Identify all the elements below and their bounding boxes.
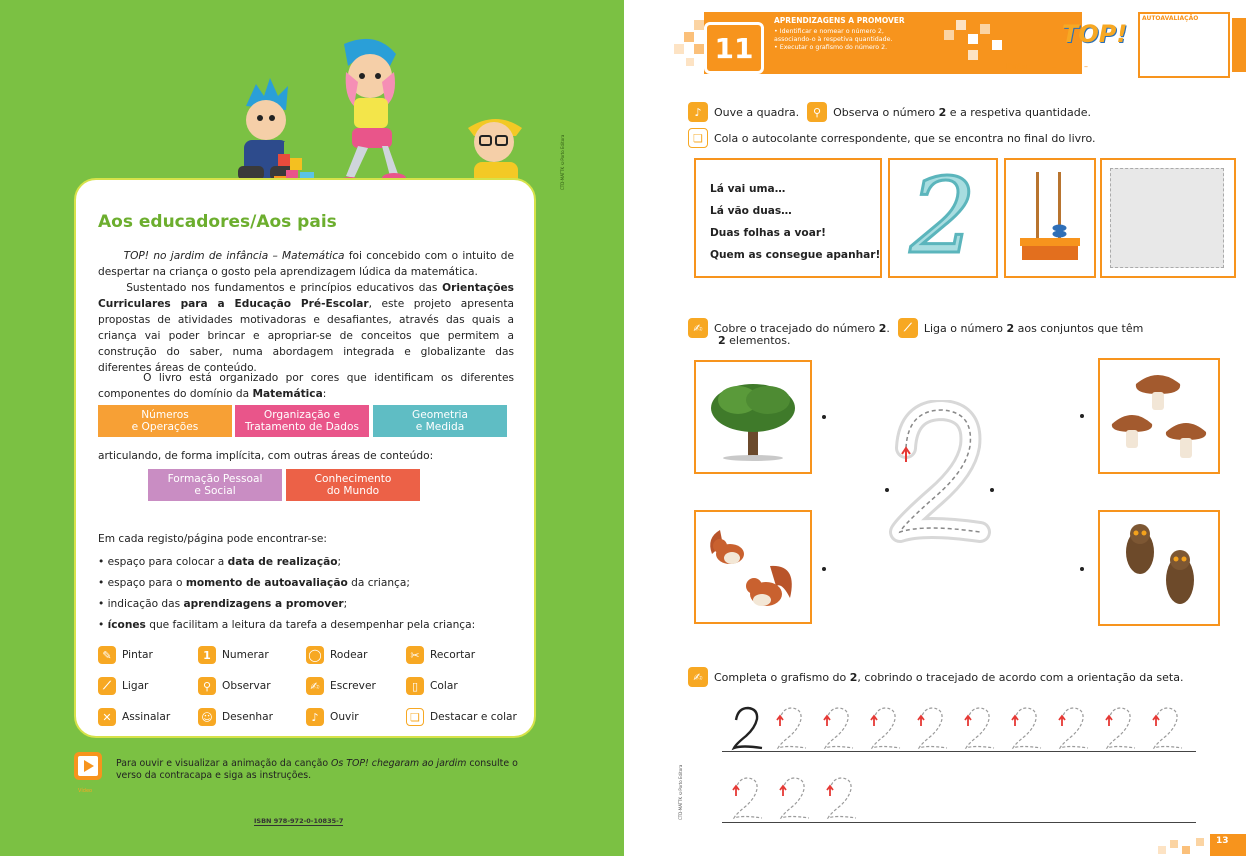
instr2: Cola o autocolante correspondente, que se encontra no final do livro. <box>714 131 1096 145</box>
icon-legend-label: Ligar <box>122 680 149 692</box>
side-note: CTD-MATTK ©Porto Editora <box>678 764 683 820</box>
p3-start: O livro está organizado por cores que identificam os diferentes componentes do domínio da <box>98 372 514 400</box>
bullet-post: ; <box>343 598 348 610</box>
dashed-practice-two[interactable] <box>962 706 996 752</box>
write-icon: ✍ <box>688 318 708 338</box>
dashed-practice-two[interactable] <box>1150 706 1184 752</box>
poem-line: Quem as consegue apanhar! <box>710 249 881 261</box>
self-assessment-label: AUTOAVALIAÇÃO <box>1142 15 1199 22</box>
abacus-illustration <box>1014 168 1086 268</box>
icon-legend-item <box>98 708 170 726</box>
instr3 <box>714 322 890 335</box>
sticker-icon: ❏ <box>688 128 708 148</box>
bullet-pre: • <box>98 619 108 631</box>
page-number: 13 <box>1216 836 1229 846</box>
icon-legend-label: Recortar <box>430 649 476 661</box>
feature-bullet <box>98 556 341 568</box>
intro-paragraph-1 <box>98 248 514 280</box>
magnifier-icon: ⚲ <box>198 677 216 695</box>
connect-dot[interactable] <box>1080 414 1084 418</box>
dashed-practice-two[interactable] <box>1103 706 1137 752</box>
footer-pixel-decoration <box>1158 836 1210 856</box>
video-text-post: consulte o verso da contracapa e siga as instruções. <box>116 758 518 781</box>
card-title: Aos educadores/Aos pais <box>98 212 337 232</box>
writing-baseline <box>722 822 1196 823</box>
icon-legend-item <box>306 677 376 695</box>
right-page <box>624 0 1246 856</box>
video-song-title: Os TOP! chegaram ao jardim <box>331 758 467 769</box>
instr3-post: . <box>886 321 890 335</box>
instr1-b-pre: Observa o número <box>833 105 939 119</box>
listen-icon: ♪ <box>688 102 708 122</box>
icon-legend-item <box>198 708 273 726</box>
icon-legend-item <box>406 677 458 695</box>
poem-line: Lá vai uma… <box>710 183 786 195</box>
listen-icon: ♪ <box>306 708 324 726</box>
instr5-bold: 2 <box>849 670 858 684</box>
feature-bullet <box>98 619 475 631</box>
mark-icon: ✕ <box>98 708 116 726</box>
dashed-practice-two[interactable] <box>777 776 811 822</box>
feature-bullet <box>98 598 347 610</box>
sticker-icon: ❏ <box>406 708 424 726</box>
dashed-numeral-two[interactable] <box>884 400 994 550</box>
connect-icon: ⟋ <box>98 677 116 695</box>
instruction-trace-line2 <box>718 334 790 347</box>
bullet-bold: ícones <box>107 619 146 631</box>
date-separator: – <box>1084 62 1088 71</box>
icon-legend-label: Observar <box>222 680 271 692</box>
magnifier-icon: ⚲ <box>807 102 827 122</box>
educators-card <box>74 178 536 738</box>
dashed-practice-two[interactable] <box>1056 706 1090 752</box>
icon-legend-item <box>198 677 271 695</box>
bullet-pre: • espaço para o <box>98 577 186 589</box>
icon-legend-label: Numerar <box>222 649 269 661</box>
big-numeral-two: 2 <box>910 155 977 277</box>
register-intro: Em cada registo/página pode encontrar-se: <box>98 533 327 545</box>
dashed-practice-two[interactable] <box>821 706 855 752</box>
tree-image <box>704 370 802 464</box>
p2-bold: Orientações Curriculares para a Educação Pré-Escolar <box>98 282 514 310</box>
model-numeral-two <box>730 706 764 752</box>
write-icon: ✍ <box>306 677 324 695</box>
dashed-practice-two[interactable] <box>774 706 808 752</box>
icon-legend-item <box>406 646 475 664</box>
instruction-listen <box>688 102 1091 122</box>
learning-goal: • Executar o grafismo do número 2. <box>774 44 888 51</box>
bullet-bold: aprendizagens a promover <box>183 598 344 610</box>
connect-dot[interactable] <box>990 488 994 492</box>
bullet-pre: • indicação das <box>98 598 184 610</box>
write-icon: ✍ <box>688 667 708 687</box>
draw-icon: ☺ <box>198 708 216 726</box>
component-block: Números e Operações <box>98 405 232 437</box>
intro-paragraph-2 <box>98 280 514 376</box>
sticker-placeholder[interactable] <box>1110 168 1224 268</box>
dashed-practice-two[interactable] <box>1009 706 1043 752</box>
icon-legend-item <box>198 646 269 664</box>
book-title: TOP! no jardim de infância – Matemática <box>123 250 345 262</box>
area-block: Conhecimento do Mundo <box>286 469 420 501</box>
connect-dot[interactable] <box>822 415 826 419</box>
instruction-complete <box>688 667 1183 687</box>
instr3-pre: Cobre o tracejado do número <box>714 321 879 335</box>
bullet-post: que facilitam a leitura da tarefa a desempenhar pela criança: <box>145 619 476 631</box>
isbn: ISBN 978-972-0-10835-7 <box>254 817 344 825</box>
dashed-practice-two[interactable] <box>868 706 902 752</box>
top-logo: TOP! <box>1062 20 1128 48</box>
instr1-b <box>833 106 1091 119</box>
poem-line: Duas folhas a voar! <box>710 227 826 239</box>
bullet-post: da criança; <box>347 577 410 589</box>
icon-legend-item <box>98 677 148 695</box>
connect-dot[interactable] <box>1080 567 1084 571</box>
icon-legend-label: Destacar e colar <box>430 711 517 723</box>
squirrels-image <box>704 520 802 614</box>
instr4-pre: Liga o número <box>923 321 1007 335</box>
header-right-strip <box>1232 18 1246 72</box>
glue-icon: ▯ <box>406 677 424 695</box>
lesson-number: 11 <box>704 22 764 74</box>
icon-legend-label: Assinalar <box>122 711 171 723</box>
pink-hair-girl-figure <box>338 39 406 187</box>
component-block: Organização e Tratamento de Dados <box>235 405 369 437</box>
poem-line: Lá vão duas… <box>710 205 792 217</box>
area-block: Formação Pessoal e Social <box>148 469 282 501</box>
date-label: Data: <box>1006 62 1031 71</box>
bullet-bold: momento de autoavaliação <box>185 577 348 589</box>
instr4-line2-bold: 2 <box>718 334 726 347</box>
icon-legend-label: Escrever <box>330 680 376 692</box>
p3-end: : <box>322 388 327 400</box>
articulating-text: articulando, de forma implícita, com outras áreas de conteúdo: <box>98 450 434 462</box>
poem <box>710 178 880 266</box>
connect-dot[interactable] <box>822 567 826 571</box>
icon-legend-label: Colar <box>430 680 458 692</box>
instr3-bold: 2 <box>878 321 887 335</box>
icon-legend-label: Rodear <box>330 649 368 661</box>
video-text-pre: Para ouvir e visualizar a animação da canção <box>116 758 332 769</box>
instruction-glue <box>688 128 1096 148</box>
p3-bold: Matemática <box>252 388 323 400</box>
intro-paragraph-3 <box>98 370 514 402</box>
icon-legend-item <box>306 646 367 664</box>
connect-dot[interactable] <box>885 488 889 492</box>
instr4-bold: 2 <box>1006 321 1015 335</box>
dashed-practice-two[interactable] <box>730 776 764 822</box>
icon-legend-label: Desenhar <box>222 711 273 723</box>
instr5 <box>714 671 1183 684</box>
bullet-pre: • espaço para colocar a <box>98 556 228 568</box>
icon-legend-item <box>98 646 153 664</box>
instr1-b-bold: 2 <box>938 105 947 119</box>
p2-start: Sustentado nos fundamentos e princípios educativos das <box>126 282 438 294</box>
circle-icon: ◯ <box>306 646 324 664</box>
dashed-practice-two[interactable] <box>915 706 949 752</box>
video-play-icon[interactable] <box>74 752 102 786</box>
instr1-a: Ouve a quadra. <box>714 105 800 119</box>
instr4-line2-post: elementos. <box>729 334 791 347</box>
instr4 <box>924 322 1143 335</box>
scissors-icon: ✂ <box>406 646 424 664</box>
bullet-bold: data de realização <box>227 556 338 568</box>
icon-legend-label: Ouvir <box>330 711 359 723</box>
connect-icon: ⟋ <box>898 318 918 338</box>
owls-image <box>1108 518 1210 620</box>
bullet-post: ; <box>337 556 342 568</box>
dashed-practice-two[interactable] <box>824 776 858 822</box>
p2-rest: , este projeto apresenta propostas de atividades motivadoras e desafiantes, através das quais a criança vai poder brincar e apropriar-se de conceitos que permitem a construção do saber, numa abordagem integrada e globalizante das diferentes áreas de conteúdo. <box>98 298 514 374</box>
icon-legend-item <box>306 708 359 726</box>
icon-legend-item <box>406 708 517 726</box>
side-note: CTD-MATTK ©Porto Editora <box>560 134 565 190</box>
learning-goals-title: APRENDIZAGENS A PROMOVER <box>774 16 905 25</box>
blue-hair-boy-figure <box>238 78 314 188</box>
learning-goal: • Identificar e nomear o número 2, <box>774 28 884 35</box>
instr5-post: , cobrindo o tracejado de acordo com a orientação da seta. <box>857 670 1184 684</box>
component-block: Geometria e Medida <box>373 405 507 437</box>
date-separator: – <box>1052 62 1056 71</box>
instr5-pre: Completa o grafismo do <box>714 670 850 684</box>
instr4-post: aos conjuntos que têm <box>1014 321 1144 335</box>
feature-bullet <box>98 577 410 589</box>
p1-rest: foi concebido com o intuito de despertar na criança o gosto pela aprendizagem lúdica da matemática. <box>98 250 515 278</box>
paint-icon: ✎ <box>98 646 116 664</box>
video-instructions <box>116 758 546 782</box>
instr1-b-post: e a respetiva quantidade. <box>946 105 1091 119</box>
learning-goal: associando-o à respetiva quantidade. <box>774 36 893 43</box>
video-label: Vídeo <box>78 788 93 794</box>
mushrooms-image <box>1108 366 1210 468</box>
number-icon: 1 <box>198 646 216 664</box>
icon-legend-label: Pintar <box>122 649 153 661</box>
